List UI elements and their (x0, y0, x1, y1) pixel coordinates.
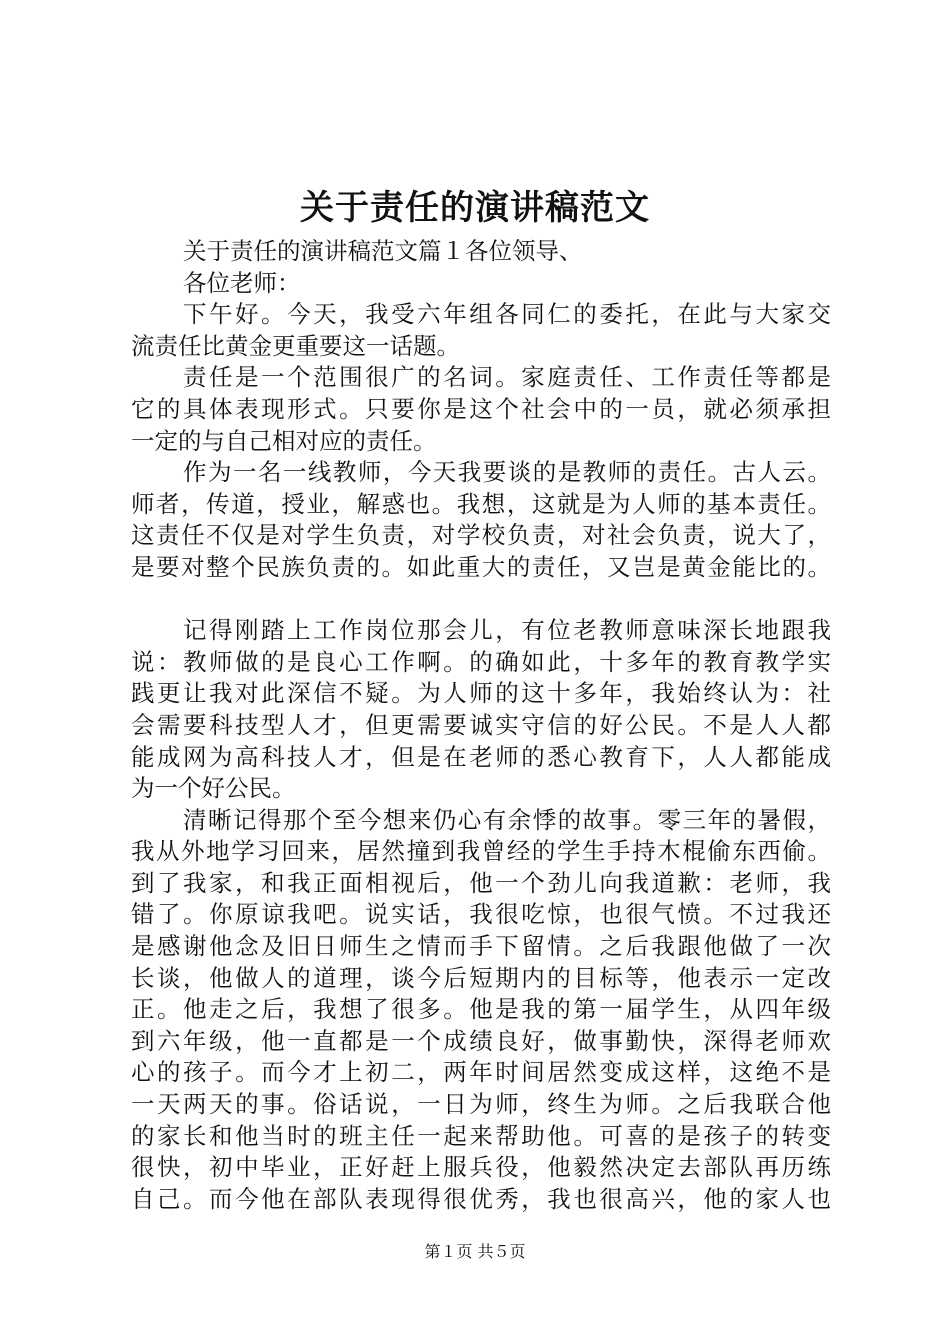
paragraph-line: 的家长和他当时的班主任一起来帮助他。可喜的是孩子的转变 (131, 1121, 831, 1150)
paragraph-line: 它的具体表现形式。只要你是这个社会中的一员，就必须承担 (131, 394, 831, 423)
blank-line (131, 584, 831, 616)
paragraph-line: 很快，初中毕业，正好赶上服兵役，他毅然决定去部队再历练 (131, 1153, 831, 1182)
page-footer: 第１页 共５页 (424, 1242, 526, 1261)
paragraph-line: 践更让我对此深信不疑。为人师的这十多年，我始终认为：社 (131, 679, 831, 708)
paragraph-line: 是感谢他念及旧日师生之情而手下留情。之后我跟他做了一次 (131, 932, 831, 961)
paragraph-line: 说：教师做的是良心工作啊。的确如此，十多年的教育教学实 (131, 647, 831, 676)
paragraph-line: 到了我家，和我正面相视后，他一个劲儿向我道歉：老师，我 (131, 868, 831, 897)
paragraph-line: 师者，传道，授业，解惑也。我想，这就是为人师的基本责任。 (131, 489, 831, 518)
paragraph-line: 错了。你原谅我吧。说实话，我很吃惊，也很气愤。不过我还 (131, 900, 831, 929)
paragraph-line: 会需要科技型人才，但更需要诚实守信的好公民。不是人人都 (131, 710, 831, 739)
paragraph-line: 是要对整个民族负责的。如此重大的责任，又岂是黄金能比的。 (131, 552, 831, 581)
paragraph-line: 下午好。今天，我受六年组各同仁的委托，在此与大家交 (183, 300, 831, 329)
paragraph-line: 正。他走之后，我想了很多。他是我的第一届学生，从四年级 (131, 995, 831, 1024)
paragraph-line: 记得刚踏上工作岗位那会儿，有位老教师意味深长地跟我 (183, 616, 831, 645)
paragraph-line: 作为一名一线教师，今天我要谈的是教师的责任。古人云。 (183, 458, 831, 487)
paragraph-line: 一天两天的事。俗话说，一日为师，终生为师。之后我联合他 (131, 1090, 831, 1119)
paragraph-line: 一定的与自己相对应的责任。 (131, 426, 437, 455)
document-title: 关于责任的演讲稿范文 (300, 188, 650, 228)
paragraph-line: 长谈，他做人的道理，谈今后短期内的目标等，他表示一定改 (131, 963, 831, 992)
paragraph-line: 流责任比黄金更重要这一话题。 (131, 331, 460, 360)
paragraph-line: 能成网为高科技人才，但是在老师的悉心教育下，人人都能成 (131, 742, 831, 771)
paragraph-line: 责任是一个范围很广的名词。家庭责任、工作责任等都是 (183, 363, 831, 392)
paragraph-line: 清晰记得那个至今想来仍心有余悸的故事。零三年的暑假， (183, 805, 831, 834)
paragraph-line: 各位老师： (183, 268, 301, 297)
document-body (131, 236, 831, 1215)
paragraph-line: 心的孩子。而今才上初二，两年时间居然变成这样，这绝不是 (131, 1058, 831, 1087)
paragraph-line: 到六年级，他一直都是一个成绩良好，做事勤快，深得老师欢 (131, 1026, 831, 1055)
paragraph-line: 这责任不仅是对学生负责，对学校负责，对社会负责，说大了， (131, 521, 831, 550)
paragraph-line: 我从外地学习回来，居然撞到我曾经的学生手持木棍偷东西偷。 (131, 837, 831, 866)
paragraph-line: 关于责任的演讲稿范文篇１各位领导、 (183, 237, 583, 265)
paragraph-line: 为一个好公民。 (131, 774, 296, 803)
paragraph-line: 自己。而今他在部队表现得很优秀，我也很高兴，他的家人也 (131, 1184, 831, 1213)
